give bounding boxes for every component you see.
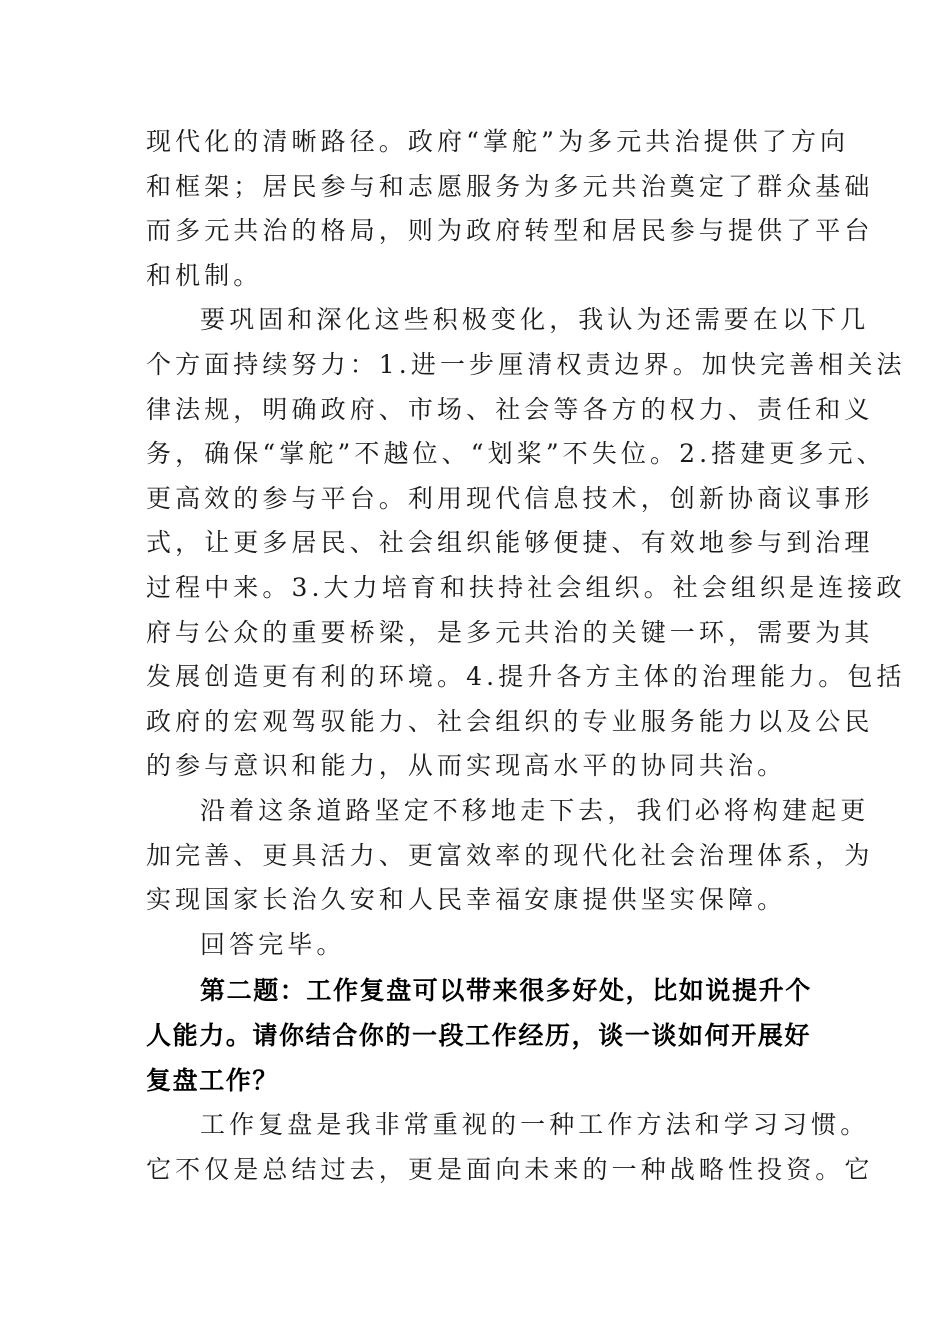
paragraph-line: 工作复盘是我非常重视的一种工作方法和学习习惯。: [200, 1110, 870, 1139]
answer-body: [146, 120, 906, 967]
heading-line: 第二题：工作复盘可以带来很多好处，比如说提升个: [200, 976, 812, 1005]
paragraph-line: 府与公众的重要桥梁，是多元共治的关键一环，需要为其: [146, 617, 874, 647]
paragraph-line: 的参与意识和能力，从而实现高水平的协同共治。: [146, 751, 787, 781]
paragraph-line: 律法规，明确政府、市场、社会等各方的权力、责任和义: [146, 394, 874, 424]
paragraph-line: 而多元共治的格局，则为政府转型和居民参与提供了平台: [146, 216, 874, 246]
paragraph-line: 沿着这条道路坚定不移地走下去，我们必将构建起更: [200, 795, 870, 825]
heading-line: 复盘工作？: [146, 1066, 280, 1095]
question-heading: [146, 968, 810, 1103]
paragraph-line: 要巩固和深化这些积极变化，我认为还需要在以下几: [200, 305, 870, 335]
paragraph-line: 更高效的参与平台。利用现代信息技术，创新协商议事形: [146, 483, 874, 513]
paragraph-line: 式，让更多居民、社会组织能够便捷、有效地参与到治理: [146, 528, 874, 558]
paragraph-line: 发展创造更有利的环境。4.提升各方主体的治理能力。包括: [146, 662, 906, 692]
paragraph-line: 过程中来。3.大力培育和扶持社会组织。社会组织是连接政: [146, 572, 906, 602]
paragraph-line: 政府的宏观驾驭能力、社会组织的专业服务能力以及公民: [146, 706, 874, 736]
paragraph-line: 实现国家长治久安和人民幸福安康提供坚实保障。: [146, 885, 787, 915]
paragraph-line: 加完善、更具活力、更富效率的现代化社会治理体系，为: [146, 840, 874, 870]
heading-line: 人能力。请你结合你的一段工作经历，谈一谈如何开展好: [146, 1021, 812, 1050]
paragraph-line: 和框架；居民参与和志愿服务为多元共治奠定了群众基础: [146, 171, 874, 201]
answer-body-2: [146, 1103, 874, 1192]
paragraph-line: 务，确保“掌舵”不越位、“划桨”不失位。2.搭建更多元、: [146, 439, 886, 469]
paragraph-line: 和机制。: [146, 260, 263, 290]
closing-line: 回答完毕。: [200, 929, 346, 959]
paragraph-line: 它不仅是总结过去，更是面向未来的一种战略性投资。它: [146, 1154, 874, 1184]
paragraph-line: 个方面持续努力：1.进一步厘清权责边界。加快完善相关法: [146, 349, 906, 379]
paragraph-line: 现代化的清晰路径。政府“掌舵”为多元共治提供了方向: [146, 127, 850, 156]
